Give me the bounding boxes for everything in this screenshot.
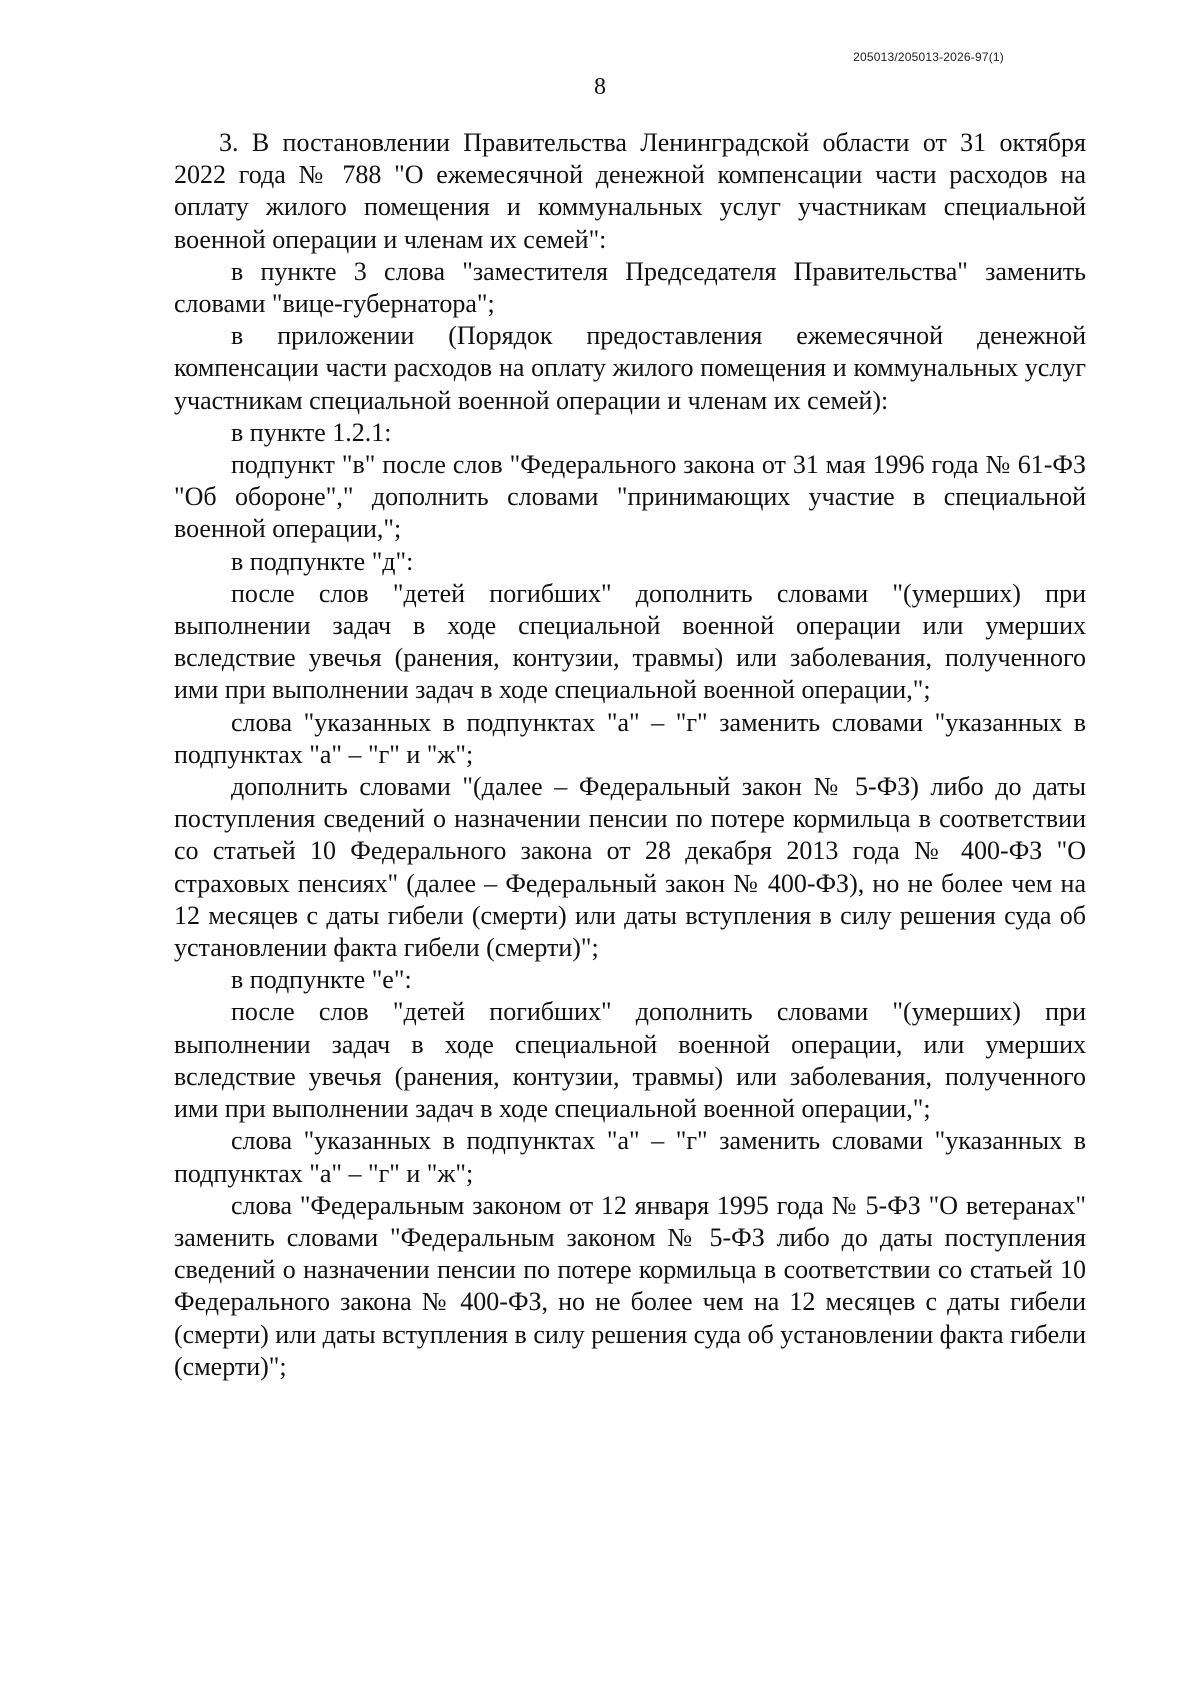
page-number: 8 bbox=[594, 74, 606, 100]
paragraph-item-3: 3. В постановлении Правительства Ленинградской области от 31 октября 2022 года № 788 "О ежемесячной денежной компенсации части расходов на оплату жилого помещения и коммунальных услуг участникам специальной военной операции и членам их семей": bbox=[174, 128, 1086, 254]
paragraph-subclause-d-heading: в подпункте "д": bbox=[231, 546, 414, 576]
document-code: 205013/205013-2026-97(1) bbox=[853, 50, 1004, 64]
paragraph-subclause-d-replace: слова "указанных в подпунктах "а" – "г" заменить словами "указанных в подпунктах "а" – "г" и "ж"; bbox=[174, 707, 1086, 769]
paragraph-subclause-d-addition: после слов "детей погибших" дополнить словами "(умерших) при выполнении задач в ходе специальной военной операции или умерших вследствие увечья (ранения, контузии, травмы) или заболевания, полученного ими при выполнении задач в ходе специальной военной операции,"; bbox=[174, 578, 1086, 705]
paragraph-subclause-v: подпункт "в" после слов "Федерального закона от 31 мая 1996 года № 61-ФЗ "Об обороне"," дополнить словами "принимающих участие в специальной военной операции,"; bbox=[174, 450, 1086, 544]
paragraph-clause-1-2-1: в пункте 1.2.1: bbox=[231, 417, 392, 447]
paragraph-subclause-e-addition: после слов "детей погибших" дополнить словами "(умерших) при выполнении задач в ходе специальной военной операции, или умерших вследствие увечья (ранения, контузии, травмы) или заболевания, полученного ими при выполнении задач в ходе специальной военной операции,"; bbox=[174, 997, 1086, 1124]
paragraph-subclause-e-law-replace: слова "Федеральным законом от 12 января 1995 года № 5-ФЗ "О ветеранах" заменить словами "Федеральным законом № 5-ФЗ либо до даты поступления сведений о назначении пенсии по потере кормильца в соответствии со статьей 10 Федерального закона № 400-ФЗ, но не более чем на 12 месяцев с даты гибели (смерти) или даты вступления в силу решения суда об установлении факта гибели (смерти)"; bbox=[174, 1190, 1086, 1381]
paragraph-subclause-e-heading: в подпункте "е": bbox=[231, 965, 412, 995]
paragraph-clause-3-amendment: в пункте 3 слова "заместителя Председателя Правительства" заменить словами "вице-губернатора"; bbox=[174, 256, 1086, 319]
paragraph-subclause-e-replace: слова "указанных в подпунктах "а" – "г" заменить словами "указанных в подпунктах "а" – "г" и "ж"; bbox=[174, 1126, 1086, 1188]
paragraph-subclause-d-supplement: дополнить словами "(далее – Федеральный закон № 5-ФЗ) либо до даты поступления сведений о назначении пенсии по потере кормильца в соответствии со статьей 10 Федерального закона от 28 декабря 2013 года № 400-ФЗ "О страховых пенсиях" (далее – Федеральный закон № 400-ФЗ), но не более чем на 12 месяцев с даты гибели (смерти) или даты вступления в силу решения суда об установлении факта гибели (смерти)"; bbox=[174, 772, 1086, 963]
document-body bbox=[174, 127, 1086, 1383]
paragraph-appendix-intro: в приложении (Порядок предоставления ежемесячной денежной компенсации части расходов на оплату жилого помещения и коммунальных услуг участникам специальной военной операции и членам их семей): bbox=[174, 321, 1086, 415]
